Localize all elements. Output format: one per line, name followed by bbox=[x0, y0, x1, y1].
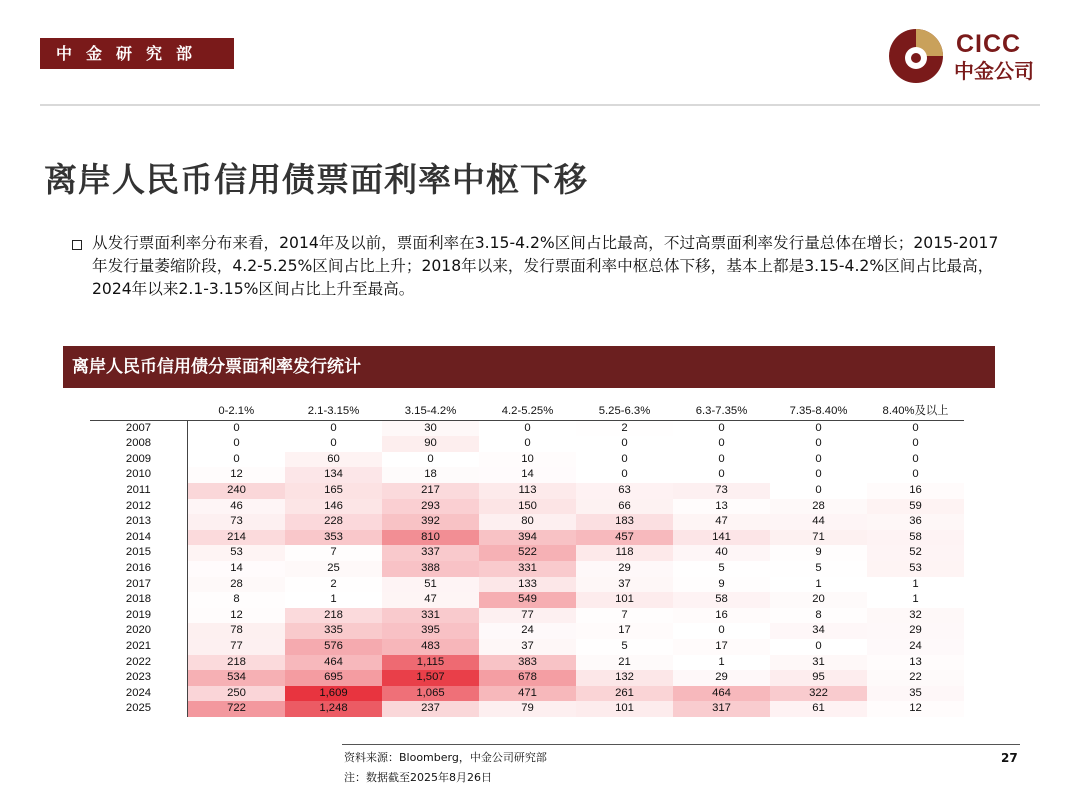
table-cell: 0 bbox=[673, 436, 770, 452]
table-cell: 228 bbox=[285, 514, 382, 530]
table-row bbox=[90, 686, 964, 702]
table-cell: 7 bbox=[285, 545, 382, 561]
row-year: 2011 bbox=[90, 483, 188, 499]
table-cell: 14 bbox=[188, 561, 286, 577]
row-year: 2012 bbox=[90, 499, 188, 515]
table-row bbox=[90, 655, 964, 671]
table-cell: 61 bbox=[770, 701, 867, 717]
table-cell: 0 bbox=[188, 452, 286, 468]
table-cell: 388 bbox=[382, 561, 479, 577]
table-cell: 58 bbox=[867, 530, 964, 546]
column-header: 0-2.1% bbox=[188, 404, 286, 420]
row-year: 2016 bbox=[90, 561, 188, 577]
table-cell: 0 bbox=[188, 420, 286, 436]
table-row bbox=[90, 639, 964, 655]
table-cell: 44 bbox=[770, 514, 867, 530]
table-cell: 218 bbox=[188, 655, 286, 671]
table-cell: 464 bbox=[673, 686, 770, 702]
table-cell: 165 bbox=[285, 483, 382, 499]
table-cell: 77 bbox=[188, 639, 286, 655]
table-row bbox=[90, 499, 964, 515]
table-cell: 250 bbox=[188, 686, 286, 702]
table-cell: 0 bbox=[673, 452, 770, 468]
table-cell: 1 bbox=[770, 577, 867, 593]
table-cell: 337 bbox=[382, 545, 479, 561]
table-cell: 0 bbox=[770, 420, 867, 436]
column-header: 2.1-3.15% bbox=[285, 404, 382, 420]
table-cell: 695 bbox=[285, 670, 382, 686]
table-cell: 47 bbox=[382, 592, 479, 608]
table-cell: 317 bbox=[673, 701, 770, 717]
table-cell: 0 bbox=[673, 623, 770, 639]
table-cell: 24 bbox=[867, 639, 964, 655]
logo-text-cn: 中金公司 bbox=[954, 59, 1034, 83]
table-cell: 132 bbox=[576, 670, 673, 686]
table-cell: 335 bbox=[285, 623, 382, 639]
table-cell: 51 bbox=[382, 577, 479, 593]
table-cell: 0 bbox=[673, 467, 770, 483]
table-cell: 79 bbox=[479, 701, 576, 717]
table-cell: 0 bbox=[770, 467, 867, 483]
table-row bbox=[90, 545, 964, 561]
table-cell: 0 bbox=[479, 420, 576, 436]
table-cell: 0 bbox=[673, 420, 770, 436]
row-year: 2007 bbox=[90, 420, 188, 436]
table-cell: 46 bbox=[188, 499, 286, 515]
table-cell: 134 bbox=[285, 467, 382, 483]
table-cell: 0 bbox=[867, 436, 964, 452]
table-cell: 0 bbox=[576, 436, 673, 452]
table-cell: 0 bbox=[382, 452, 479, 468]
table-cell: 1,507 bbox=[382, 670, 479, 686]
row-year: 2018 bbox=[90, 592, 188, 608]
table-cell: 59 bbox=[867, 499, 964, 515]
table-row bbox=[90, 420, 964, 436]
table-cell: 9 bbox=[673, 577, 770, 593]
table-cell: 53 bbox=[188, 545, 286, 561]
table-cell: 331 bbox=[479, 561, 576, 577]
table-header-row bbox=[90, 404, 964, 420]
table-cell: 36 bbox=[867, 514, 964, 530]
table-cell: 0 bbox=[867, 467, 964, 483]
table-cell: 141 bbox=[673, 530, 770, 546]
table-cell: 395 bbox=[382, 623, 479, 639]
row-year: 2024 bbox=[90, 686, 188, 702]
table-cell: 60 bbox=[285, 452, 382, 468]
table-cell: 78 bbox=[188, 623, 286, 639]
table-cell: 80 bbox=[479, 514, 576, 530]
table-cell: 1 bbox=[867, 592, 964, 608]
table-corner-cell bbox=[90, 404, 188, 420]
table-cell: 217 bbox=[382, 483, 479, 499]
table-cell: 34 bbox=[770, 623, 867, 639]
table-cell: 0 bbox=[479, 436, 576, 452]
row-year: 2010 bbox=[90, 467, 188, 483]
table-row bbox=[90, 483, 964, 499]
table-cell: 549 bbox=[479, 592, 576, 608]
table-cell: 722 bbox=[188, 701, 286, 717]
table-row bbox=[90, 608, 964, 624]
table-cell: 101 bbox=[576, 592, 673, 608]
table-cell: 0 bbox=[285, 420, 382, 436]
table-cell: 240 bbox=[188, 483, 286, 499]
table-cell: 0 bbox=[867, 452, 964, 468]
table-cell: 383 bbox=[479, 655, 576, 671]
table-cell: 29 bbox=[867, 623, 964, 639]
coupon-rate-table bbox=[90, 404, 964, 717]
table-cell: 457 bbox=[576, 530, 673, 546]
page-title: 离岸人民币信用债票面利率中枢下移 bbox=[44, 160, 588, 199]
table-cell: 0 bbox=[285, 436, 382, 452]
table-cell: 37 bbox=[479, 639, 576, 655]
table-row bbox=[90, 561, 964, 577]
table-cell: 113 bbox=[479, 483, 576, 499]
table-cell: 71 bbox=[770, 530, 867, 546]
table-cell: 95 bbox=[770, 670, 867, 686]
table-cell: 0 bbox=[770, 483, 867, 499]
table-row bbox=[90, 592, 964, 608]
table-cell: 0 bbox=[867, 420, 964, 436]
table-body bbox=[90, 420, 964, 717]
table-cell: 66 bbox=[576, 499, 673, 515]
table-cell: 394 bbox=[479, 530, 576, 546]
table-cell: 1,248 bbox=[285, 701, 382, 717]
table-cell: 331 bbox=[382, 608, 479, 624]
bullet-paragraph: 从发行票面利率分布来看，2014年及以前，票面利率在3.15-4.2%区间占比最高，不过高票面利率发行量总体在增长；2015-2017年发行量萎缩阶段，4.2-5.25%区间占比上升；2018年以来，发行票面利率中枢总体下移，基本上都是3.15-4.2%区间占比最高，2024年以来2.1-3.15%区间占比上升至最高。 bbox=[92, 234, 999, 298]
table-cell: 101 bbox=[576, 701, 673, 717]
table-row bbox=[90, 577, 964, 593]
table-cell: 1 bbox=[673, 655, 770, 671]
table-cell: 261 bbox=[576, 686, 673, 702]
table-cell: 0 bbox=[188, 436, 286, 452]
source-note: 资料来源：Bloomberg，中金公司研究部 bbox=[344, 751, 547, 764]
table-cell: 16 bbox=[867, 483, 964, 499]
table-cell: 73 bbox=[673, 483, 770, 499]
table-cell: 8 bbox=[770, 608, 867, 624]
table-row bbox=[90, 436, 964, 452]
table-cell: 237 bbox=[382, 701, 479, 717]
table-cell: 0 bbox=[770, 452, 867, 468]
table-cell: 40 bbox=[673, 545, 770, 561]
table-cell: 17 bbox=[673, 639, 770, 655]
table-cell: 483 bbox=[382, 639, 479, 655]
table-cell: 18 bbox=[382, 467, 479, 483]
table-cell: 63 bbox=[576, 483, 673, 499]
table-cell: 21 bbox=[576, 655, 673, 671]
table-row bbox=[90, 701, 964, 717]
table-cell: 1 bbox=[285, 592, 382, 608]
table-row bbox=[90, 514, 964, 530]
row-year: 2009 bbox=[90, 452, 188, 468]
table-cell: 9 bbox=[770, 545, 867, 561]
table-cell: 5 bbox=[673, 561, 770, 577]
table-cell: 12 bbox=[867, 701, 964, 717]
table-cell: 35 bbox=[867, 686, 964, 702]
table-cell: 29 bbox=[673, 670, 770, 686]
date-note: 注：数据截至2025年8月26日 bbox=[344, 771, 492, 784]
table-cell: 1,065 bbox=[382, 686, 479, 702]
row-year: 2019 bbox=[90, 608, 188, 624]
cicc-logo bbox=[888, 28, 1044, 84]
table-cell: 73 bbox=[188, 514, 286, 530]
table-cell: 28 bbox=[770, 499, 867, 515]
table-cell: 353 bbox=[285, 530, 382, 546]
table-cell: 471 bbox=[479, 686, 576, 702]
table-cell: 77 bbox=[479, 608, 576, 624]
table-cell: 392 bbox=[382, 514, 479, 530]
table-cell: 0 bbox=[770, 639, 867, 655]
column-header: 3.15-4.2% bbox=[382, 404, 479, 420]
column-header: 7.35-8.40% bbox=[770, 404, 867, 420]
table-cell: 464 bbox=[285, 655, 382, 671]
row-year: 2025 bbox=[90, 701, 188, 717]
table-cell: 293 bbox=[382, 499, 479, 515]
table-cell: 133 bbox=[479, 577, 576, 593]
table-cell: 576 bbox=[285, 639, 382, 655]
row-year: 2017 bbox=[90, 577, 188, 593]
row-year: 2015 bbox=[90, 545, 188, 561]
table-cell: 24 bbox=[479, 623, 576, 639]
table-cell: 678 bbox=[479, 670, 576, 686]
table-cell: 5 bbox=[576, 639, 673, 655]
table-cell: 12 bbox=[188, 467, 286, 483]
table-cell: 1,115 bbox=[382, 655, 479, 671]
table-cell: 5 bbox=[770, 561, 867, 577]
table-cell: 810 bbox=[382, 530, 479, 546]
table-cell: 214 bbox=[188, 530, 286, 546]
table-cell: 12 bbox=[188, 608, 286, 624]
table-row bbox=[90, 452, 964, 468]
bullet-square-icon bbox=[72, 240, 82, 250]
column-header: 6.3-7.35% bbox=[673, 404, 770, 420]
department-tag: 中金研究部 bbox=[40, 38, 234, 69]
header-divider bbox=[40, 104, 1040, 106]
row-year: 2014 bbox=[90, 530, 188, 546]
column-header: 4.2-5.25% bbox=[479, 404, 576, 420]
page-number: 27 bbox=[1001, 751, 1018, 765]
column-header: 8.40%及以上 bbox=[867, 404, 964, 420]
table-cell: 52 bbox=[867, 545, 964, 561]
table-cell: 183 bbox=[576, 514, 673, 530]
table-cell: 90 bbox=[382, 436, 479, 452]
table-cell: 150 bbox=[479, 499, 576, 515]
table-cell: 2 bbox=[576, 420, 673, 436]
row-year: 2013 bbox=[90, 514, 188, 530]
footer-divider bbox=[342, 744, 1020, 745]
table-cell: 118 bbox=[576, 545, 673, 561]
table-cell: 1 bbox=[867, 577, 964, 593]
logo-text-en: CICC bbox=[956, 30, 1022, 58]
table-title-banner: 离岸人民币信用债分票面利率发行统计 bbox=[63, 346, 995, 388]
row-year: 2023 bbox=[90, 670, 188, 686]
table-cell: 218 bbox=[285, 608, 382, 624]
table-cell: 146 bbox=[285, 499, 382, 515]
row-year: 2022 bbox=[90, 655, 188, 671]
table-cell: 30 bbox=[382, 420, 479, 436]
table-cell: 10 bbox=[479, 452, 576, 468]
row-year: 2008 bbox=[90, 436, 188, 452]
table-cell: 13 bbox=[867, 655, 964, 671]
table-cell: 29 bbox=[576, 561, 673, 577]
column-header: 5.25-6.3% bbox=[576, 404, 673, 420]
table-cell: 2 bbox=[285, 577, 382, 593]
table-cell: 28 bbox=[188, 577, 286, 593]
cicc-logo-icon bbox=[888, 28, 944, 84]
table-cell: 17 bbox=[576, 623, 673, 639]
table-cell: 522 bbox=[479, 545, 576, 561]
table-cell: 0 bbox=[576, 467, 673, 483]
table-cell: 322 bbox=[770, 686, 867, 702]
table-row bbox=[90, 670, 964, 686]
table-cell: 14 bbox=[479, 467, 576, 483]
table-cell: 13 bbox=[673, 499, 770, 515]
table-cell: 47 bbox=[673, 514, 770, 530]
table-cell: 20 bbox=[770, 592, 867, 608]
table-cell: 0 bbox=[576, 452, 673, 468]
table-cell: 32 bbox=[867, 608, 964, 624]
table-cell: 31 bbox=[770, 655, 867, 671]
table-row bbox=[90, 623, 964, 639]
table-cell: 58 bbox=[673, 592, 770, 608]
table-cell: 1,609 bbox=[285, 686, 382, 702]
table-cell: 37 bbox=[576, 577, 673, 593]
table-row bbox=[90, 467, 964, 483]
table-cell: 53 bbox=[867, 561, 964, 577]
table-cell: 0 bbox=[770, 436, 867, 452]
table-row bbox=[90, 530, 964, 546]
table-cell: 16 bbox=[673, 608, 770, 624]
row-year: 2020 bbox=[90, 623, 188, 639]
table-cell: 7 bbox=[576, 608, 673, 624]
table-cell: 22 bbox=[867, 670, 964, 686]
table-cell: 25 bbox=[285, 561, 382, 577]
table-cell: 534 bbox=[188, 670, 286, 686]
row-year: 2021 bbox=[90, 639, 188, 655]
table-cell: 8 bbox=[188, 592, 286, 608]
